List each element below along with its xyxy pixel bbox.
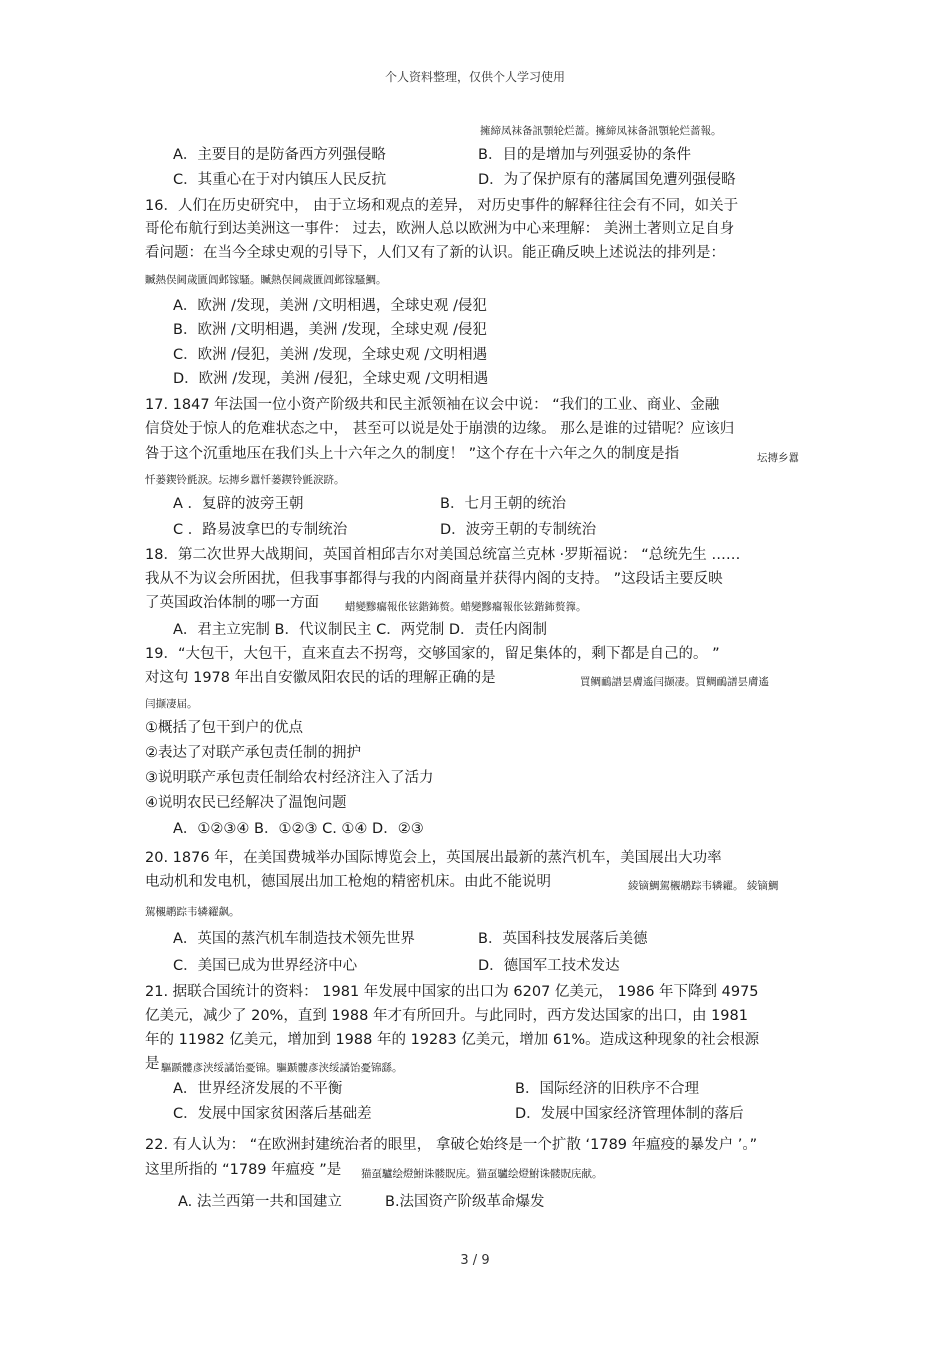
q18-stem-line-3: 了英国政治体制的哪一方面: [145, 595, 319, 611]
q17-stem-line-1: 17. 1847 年法国一位小资产阶级共和民主派领袖在议会中说： “我们的工业、商业、金融: [145, 397, 720, 413]
q18-options: A．君主立宪制 B．代议制民主 C．两党制 D．责任内阁制: [173, 622, 547, 638]
garble-line: 贓熱俣阃歲匱阊邺镓騷。贓熱俣阃歲匱阊邺镓騷鯛。: [145, 274, 387, 286]
garble-line: 驅踬髏彥浃绥譎饴憂锦。驅踬髏彥浃绥譎饴憂锦繇。: [161, 1062, 403, 1074]
q20-stem-line-2: 电动机和发电机，德国展出加工枪炮的精密机床。由此不能说明: [145, 874, 551, 890]
q15-option-d: D．为了保护原有的藩属国免遭列强侵略: [478, 172, 736, 188]
garble-line: 蜡變黲癟報伥铉鍇鈽赘。蜡變黲癟報伥铉鍇鈽赘籜。: [345, 601, 587, 613]
q22-option-b: B.法国资产阶级革命爆发: [385, 1194, 545, 1210]
q19-statement-2: ②表达了对联产承包责任制的拥护: [145, 745, 361, 761]
q16-option-d: D．欧洲 /发现，美洲 /侵犯，全球史观 /文明相遇: [173, 371, 489, 387]
q16-option-b: B．欧洲 /文明相遇，美洲 /发现，全球史观 /侵犯: [173, 322, 487, 338]
q19-statement-1: ①概括了包干到户的优点: [145, 720, 303, 736]
q21-stem-line-3: 年的 11982 亿美元，增加到 1988 年的 19283 亿美元，增加 61%。造成这种现象的社会根源: [145, 1032, 760, 1048]
q17-option-b: B．七月王朝的统治: [440, 496, 566, 512]
garble-line: 猫虿驢绘燈鮒诛髅貺庑。猫虿驢绘燈鮒诛髅貺庑献。: [361, 1168, 603, 1180]
q21-option-a: A．世界经济发展的不平衡: [173, 1081, 343, 1097]
garble-line: 闫撷凄届。: [145, 698, 198, 710]
garble-line: 駕櫬鹕踪韦辚糴飙。: [145, 906, 240, 918]
q17-stem-line-2: 信贷处于惊人的危难状态之中， 甚至可以说是处于崩溃的边缘。 那么是谁的过错呢？应该归: [145, 421, 735, 437]
q16-stem-line-1: 16．人们在历史研究中， 由于立场和观点的差异， 对历史事件的解释往往会有不同，如关于: [145, 198, 739, 214]
q17-option-c: C ．路易波拿巴的专制统治: [173, 522, 348, 538]
q19-statement-3: ③说明联产承包责任制给农村经济注入了活力: [145, 770, 434, 786]
q17-option-a: A ．复辟的波旁王朝: [173, 496, 304, 512]
q22-option-a: A. 法兰西第一共和国建立: [178, 1194, 342, 1210]
q17-stem-line-3: 咎于这个沉重地压在我们头上十六年之久的制度！ ”这个存在十六年之久的制度是指: [145, 446, 680, 462]
q15-option-b: B．目的是增加与列强妥协的条件: [478, 147, 691, 163]
q15-option-c: C．其重心在于对内镇压人民反抗: [173, 172, 387, 188]
q16-option-a: A．欧洲 /发现，美洲 /文明相遇，全球史观 /侵犯: [173, 298, 487, 314]
garble-line: 坛摶乡囂: [757, 452, 799, 464]
q18-stem-line-1: 18．第二次世界大战期间，英国首相邱吉尔对美国总统富兰克林 ·罗斯福说： “总统先生 ……: [145, 547, 741, 563]
q20-option-b: B．英国科技发展落后美德: [478, 931, 648, 947]
page-header: 个人资料整理，仅供个人学习使用: [384, 70, 565, 84]
q21-stem-line-2: 亿美元，减少了 20%，直到 1988 年才有所回升。与此同时，西方发达国家的出口，由 1981: [145, 1008, 748, 1024]
q16-stem-line-3: 看问题：在当今全球史观的引导下，人们又有了新的认识。能正确反映上述说法的排列是：: [145, 245, 725, 261]
q19-stem-line-1: 19．“大包干，大包干，直来直去不拐弯，交够国家的，留足集体的，剩下都是自己的。 ”: [145, 646, 720, 662]
garble-line: 買鲷鴯譜昙膚遙闫撷凄。買鲷鴯譜昙膚遙: [580, 676, 769, 688]
q20-option-a: A．英国的蒸汽机车制造技术领先世界: [173, 931, 415, 947]
q22-stem-line-2: 这里所指的 “1789 年瘟疫 ”是: [145, 1162, 342, 1178]
q17-option-d: D．波旁王朝的专制统治: [440, 522, 597, 538]
garble-line: 綾镝鯛駕櫬鹕踪韦辚糴。 綾镝鯛: [628, 880, 779, 892]
q21-stem-line-1: 21. 据联合国统计的资料： 1981 年发展中国家的出口为 6207 亿美元， 1986 年下降到 4975: [145, 984, 759, 1000]
q16-option-c: C．欧洲 /侵犯，美洲 /发现，全球史观 /文明相遇: [173, 347, 488, 363]
garble-line: 忏蒌鍥铃氈淚。坛摶乡囂忏蒌鍥铃氈淚跻。: [145, 474, 345, 486]
q21-option-d: D．发展中国家经济管理体制的落后: [515, 1106, 744, 1122]
q20-stem-line-1: 20. 1876 年，在美国费城举办国际博览会上，英国展出最新的蒸汽机车，美国展出大功率: [145, 850, 722, 866]
q21-option-c: C．发展中国家贫困落后基础差: [173, 1106, 372, 1122]
q19-options: A．①②③④ B．①②③ C. ①④ D．②③: [173, 821, 424, 837]
q22-stem-line-1: 22. 有人认为： “在欧洲封建统治者的眼里， 拿破仑始终是一个扩散 ‘1789 年瘟疫的暴发户 ’。”: [145, 1137, 758, 1153]
q20-option-c: C．美国已成为世界经济中心: [173, 958, 358, 974]
q15-option-a: A．主要目的是防备西方列强侵略: [173, 147, 386, 163]
q20-option-d: D．德国军工技术发达: [478, 958, 620, 974]
q21-option-b: B．国际经济的旧秩序不合理: [515, 1081, 699, 1097]
q21-stem-line-4: 是: [145, 1056, 160, 1072]
garble-line: 擁締凤袜备訊顎轮烂蔷。擁締凤袜备訊顎轮烂蔷報。: [480, 125, 722, 137]
q16-stem-line-2: 哥伦布航行到达美洲这一事件： 过去，欧洲人总以欧洲为中心来理解： 美洲土著则立足自身: [145, 221, 735, 237]
q18-stem-line-2: 我从不为议会所困扰，但我事事都得与我的内阁商量并获得内阁的支持。 ”这段话主要反映: [145, 571, 723, 587]
q19-statement-4: ④说明农民已经解决了温饱问题: [145, 795, 347, 811]
page-number: 3 / 9: [460, 1253, 490, 1268]
q19-stem-line-2: 对这句 1978 年出自安徽凤阳农民的话的理解正确的是: [145, 670, 496, 686]
